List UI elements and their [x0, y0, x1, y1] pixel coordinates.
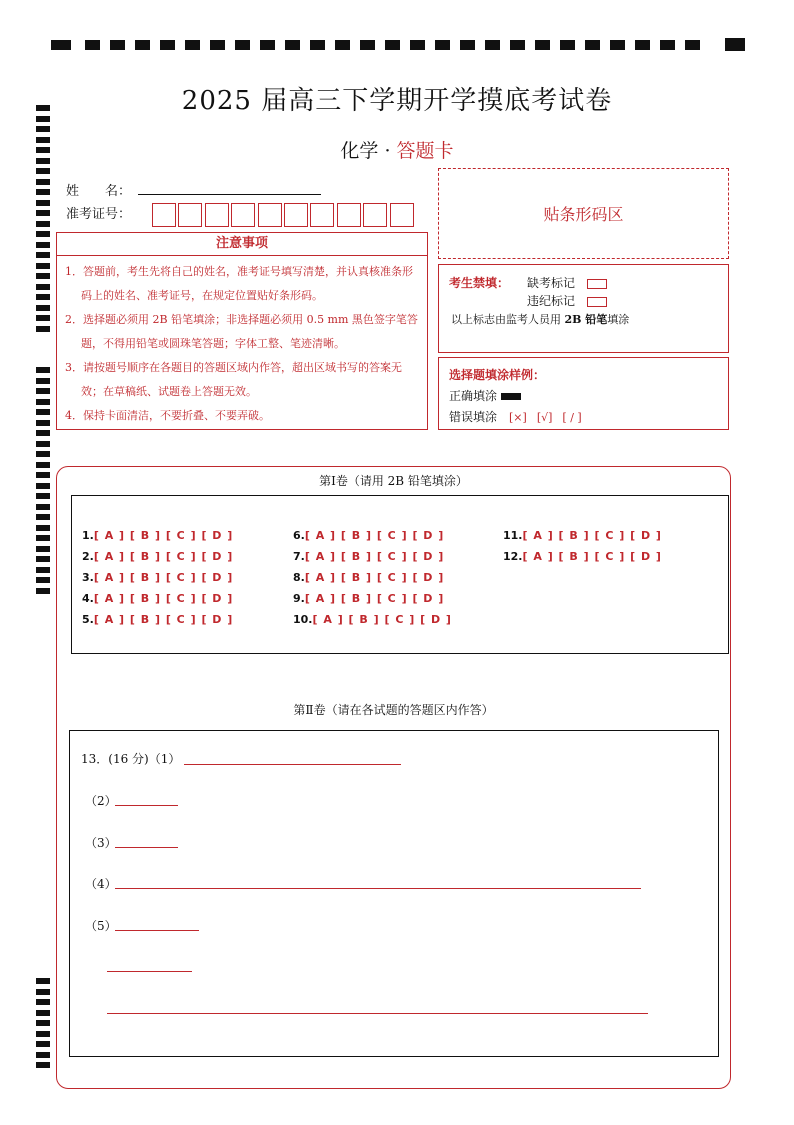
q13-part5-line-a[interactable] — [115, 930, 199, 931]
timing-mark — [36, 483, 50, 489]
timing-mark — [36, 1010, 50, 1016]
timing-mark — [36, 284, 50, 290]
absent-label: 缺考标记 — [527, 276, 576, 290]
timing-mark — [560, 40, 575, 50]
timing-mark — [36, 399, 50, 405]
timing-mark — [36, 441, 50, 447]
notice-item-4: 4．保持卡面清洁，不要折叠、不要弄破。 — [65, 409, 270, 422]
timing-mark — [585, 40, 600, 50]
correct-fill-label: 正确填涂 — [449, 389, 498, 403]
timing-mark — [36, 588, 50, 594]
id-digit-box[interactable] — [390, 203, 414, 227]
note-suffix: 填涂 — [607, 313, 630, 326]
filled-mark-sample — [501, 393, 521, 400]
id-digit-box[interactable] — [178, 203, 202, 227]
forbid-title: 考生禁填： — [449, 276, 510, 290]
fill-sample-box — [438, 357, 729, 430]
answer-options[interactable]: [ A ] [ B ] [ C ] [ D ] — [522, 529, 662, 542]
timing-mark — [36, 315, 50, 321]
timing-mark — [85, 40, 100, 50]
examiner-only-box — [438, 264, 729, 353]
note-bold: 2B 铅笔 — [564, 313, 608, 326]
timing-mark — [160, 40, 175, 50]
q13-part5-line-c[interactable] — [107, 1013, 648, 1014]
timing-mark — [36, 378, 50, 384]
timing-mark — [36, 420, 50, 426]
timing-mark — [485, 40, 500, 50]
timing-mark — [36, 567, 50, 573]
id-digit-box[interactable] — [337, 203, 361, 227]
timing-mark — [235, 40, 250, 50]
timing-mark — [36, 409, 50, 415]
timing-mark — [36, 978, 50, 984]
choice-question[interactable] — [82, 571, 233, 584]
violation-mark-row — [527, 292, 607, 309]
section2-title: 第Ⅱ卷（请在各试题的答题区内作答） — [293, 703, 494, 717]
timing-mark — [36, 200, 50, 206]
id-digit-box[interactable] — [310, 203, 334, 227]
question-number: 6. — [293, 529, 305, 542]
timing-mark — [635, 40, 650, 50]
timing-mark — [36, 263, 50, 269]
timing-mark — [36, 546, 50, 552]
timing-mark — [410, 40, 425, 50]
id-digit-box[interactable] — [284, 203, 308, 227]
timing-mark — [36, 556, 50, 562]
timing-mark — [725, 38, 745, 51]
timing-mark — [36, 462, 50, 468]
q13-part1-line[interactable] — [184, 764, 401, 765]
q13-part5-line-b[interactable] — [107, 971, 192, 972]
timing-mark — [335, 40, 350, 50]
timing-mark — [36, 189, 50, 195]
timing-mark — [36, 451, 50, 457]
choice-question[interactable] — [293, 529, 444, 542]
forbid-note — [451, 311, 629, 327]
timing-mark — [36, 252, 50, 258]
question-number: 3. — [82, 571, 94, 584]
timing-mark — [36, 326, 50, 332]
notice-item-3: 3．请按题号顺序在各题目的答题区域内作答，超出区域书写的答案无效；在草稿纸、试题卷上答题无效。 — [65, 361, 402, 398]
timing-mark — [36, 388, 50, 394]
wrong-mark-check: [√] — [536, 411, 553, 424]
question-number: 12. — [503, 550, 523, 563]
question-number: 7. — [293, 550, 305, 563]
choice-question[interactable] — [82, 529, 233, 542]
question-number: 11. — [503, 529, 523, 542]
barcode-label: 贴条形码区 — [543, 205, 624, 224]
timing-mark — [685, 40, 700, 50]
q13-answer-box — [69, 730, 719, 1057]
answer-options[interactable]: [ A ] [ B ] [ C ] [ D ] — [304, 592, 445, 605]
notice-box — [56, 232, 428, 430]
timing-mark — [36, 1052, 50, 1058]
timing-mark — [36, 514, 50, 520]
timing-mark — [36, 1041, 50, 1047]
id-digit-box[interactable] — [152, 203, 176, 227]
timing-mark — [36, 989, 50, 995]
q13-part2-line[interactable] — [115, 805, 178, 806]
timing-mark — [660, 40, 675, 50]
wrong-mark-cross: [×] — [509, 411, 527, 424]
timing-mark — [36, 535, 50, 541]
violation-mark-box[interactable] — [587, 297, 607, 307]
notice-item-2: 2．选择题必须用 2B 铅笔填涂；非选择题必须用 0.5 mm 黑色签字笔答题，不得用铅笔或圆珠笔答题；字体工整、笔迹清晰。 — [65, 313, 418, 350]
timing-mark — [36, 210, 50, 216]
question-number: 1. — [82, 529, 94, 542]
timing-mark — [36, 294, 50, 300]
timing-mark — [260, 40, 275, 50]
id-digit-box[interactable] — [205, 203, 229, 227]
timing-mark — [36, 126, 50, 132]
timing-mark — [535, 40, 550, 50]
page-title: 2025 届高三下学期开学摸底考试卷 — [181, 86, 613, 116]
violation-label: 违纪标记 — [527, 294, 576, 308]
answer-options[interactable]: [ A ] [ B ] [ C ] [ D ] — [93, 571, 234, 584]
timing-mark — [385, 40, 400, 50]
choice-question[interactable] — [293, 613, 452, 626]
timing-mark — [51, 40, 71, 50]
notice-item-1: 1．答题前，考生先将自己的姓名，准考证号填写清楚，并认真核准条形码上的姓名、准考证号，在规定位置贴好条形码。 — [65, 265, 413, 302]
timing-mark — [36, 525, 50, 531]
name-label: 姓 名： — [66, 184, 132, 199]
question-number: 9. — [293, 592, 305, 605]
id-label: 准考证号： — [66, 207, 132, 222]
timing-mark — [36, 1062, 50, 1068]
id-digit-box[interactable] — [231, 203, 255, 227]
q13-part4-line[interactable] — [115, 888, 641, 889]
timing-mark — [110, 40, 125, 50]
answer-options[interactable]: [ A ] [ B ] [ C ] [ D ] — [93, 529, 234, 542]
barcode-area — [438, 168, 729, 259]
question-number: 5. — [82, 613, 94, 626]
answer-options[interactable]: [ A ] [ B ] [ C ] [ D ] — [522, 550, 662, 563]
timing-mark — [36, 504, 50, 510]
timing-mark — [36, 242, 50, 248]
answer-options[interactable]: [ A ] [ B ] [ C ] [ D ] — [93, 592, 234, 605]
q13-part3-label: （3） — [85, 836, 117, 850]
timing-mark — [510, 40, 525, 50]
note-prefix: 以上标志由监考人员用 — [451, 313, 565, 326]
answer-options[interactable]: [ A ] [ B ] [ C ] [ D ] — [304, 571, 445, 584]
question-number: 10. — [293, 613, 313, 626]
timing-mark — [610, 40, 625, 50]
q13-part4-label: （4） — [85, 877, 117, 891]
timing-mark — [36, 221, 50, 227]
timing-mark — [185, 40, 200, 50]
question-number: 4. — [82, 592, 94, 605]
timing-mark — [36, 367, 50, 373]
choice-question[interactable] — [293, 592, 444, 605]
answer-options[interactable]: [ A ] [ B ] [ C ] [ D ] — [304, 550, 445, 563]
timing-mark — [36, 168, 50, 174]
section1-title: 第Ⅰ卷（请用 2B 铅笔填涂） — [319, 474, 468, 488]
q13-part1-label: 13．(16 分)（1） — [81, 752, 181, 766]
id-digit-box[interactable] — [258, 203, 282, 227]
timing-mark — [36, 231, 50, 237]
wrong-mark-slash: [ / ] — [562, 411, 582, 424]
timing-mark — [135, 40, 150, 50]
answer-options[interactable]: [ A ] [ B ] [ C ] [ D ] — [304, 529, 445, 542]
timing-mark — [460, 40, 475, 50]
correct-fill-row — [449, 387, 521, 404]
question-number: 8. — [293, 571, 305, 584]
name-field[interactable] — [138, 194, 321, 195]
choice-question[interactable] — [503, 550, 662, 563]
sample-title: 选择题填涂样例： — [449, 368, 546, 382]
timing-mark — [285, 40, 300, 50]
absent-mark-box[interactable] — [587, 279, 607, 289]
timing-mark — [210, 40, 225, 50]
timing-mark — [360, 40, 375, 50]
timing-mark — [36, 273, 50, 279]
q13-part5-label: （5） — [85, 919, 117, 933]
timing-mark — [36, 999, 50, 1005]
question-number: 2. — [82, 550, 94, 563]
timing-mark — [36, 577, 50, 583]
timing-mark — [36, 305, 50, 311]
page-subtitle — [0, 136, 794, 163]
choice-question[interactable] — [293, 550, 444, 563]
timing-mark — [36, 493, 50, 499]
notice-title: 注意事项 — [57, 233, 427, 256]
timing-mark — [36, 1020, 50, 1026]
card-label: 答题卡 — [396, 140, 454, 162]
choice-question[interactable] — [293, 571, 444, 584]
id-digit-box[interactable] — [363, 203, 387, 227]
answer-options[interactable]: [ A ] [ B ] [ C ] [ D ] — [93, 550, 234, 563]
q13-part3-line[interactable] — [115, 847, 178, 848]
q13-part2-label: （2） — [85, 794, 117, 808]
choice-question[interactable] — [503, 529, 662, 542]
absent-mark-row — [527, 274, 607, 291]
answer-options[interactable]: [ A ] [ B ] [ C ] [ D ] — [312, 613, 452, 626]
timing-mark — [36, 179, 50, 185]
timing-mark — [36, 1031, 50, 1037]
wrong-fill-label: 错误填涂 — [449, 410, 498, 424]
choice-question[interactable] — [82, 550, 233, 563]
choice-question[interactable] — [82, 613, 233, 626]
answer-options[interactable]: [ A ] [ B ] [ C ] [ D ] — [93, 613, 234, 626]
timing-mark — [36, 472, 50, 478]
timing-mark — [435, 40, 450, 50]
subject-name: 化学 · — [340, 140, 397, 162]
timing-mark — [310, 40, 325, 50]
wrong-fill-row — [449, 408, 582, 425]
timing-mark — [36, 430, 50, 436]
choice-question[interactable] — [82, 592, 233, 605]
